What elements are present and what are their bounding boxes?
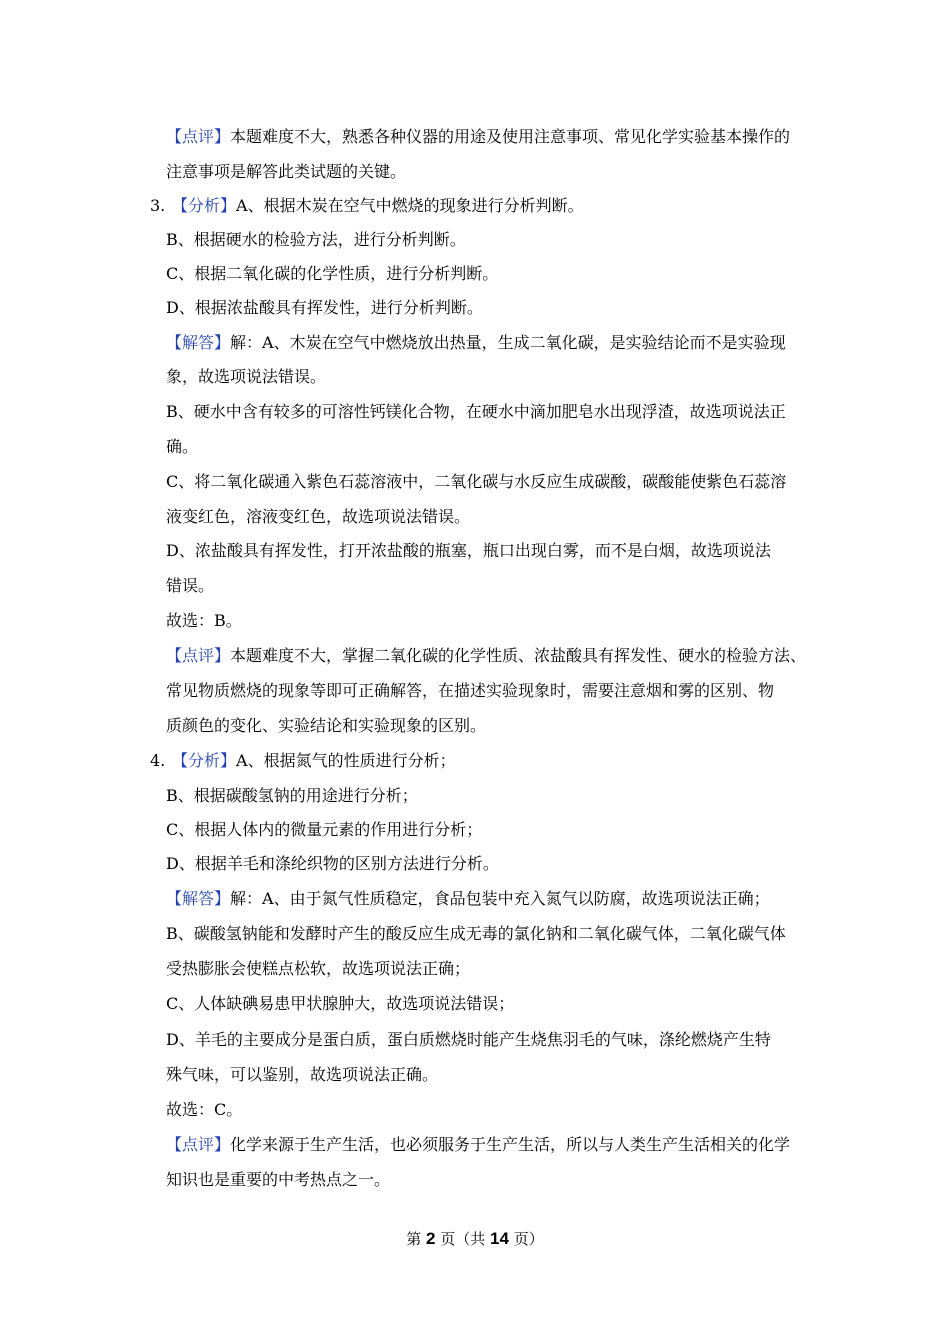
section-tag: 【解答】 [166, 333, 231, 352]
text-line [166, 367, 816, 387]
text-line [166, 611, 816, 631]
text-line [166, 786, 816, 806]
line-text: 常见物质燃烧的现象等即可正确解答，在描述实验现象时，需要注意烟和雾的区别、物 [166, 681, 775, 700]
text-line [166, 162, 816, 182]
text-line [166, 1135, 816, 1155]
line-text: 化学来源于生产生活，也必须服务于生产生活，所以与人类生产生活相关的化学 [230, 1135, 791, 1154]
text-line [166, 646, 816, 666]
section-tag: 【分析】 [172, 751, 237, 770]
text-line [166, 472, 816, 492]
line-text: C、将二氧化碳通入紫色石蕊溶液中，二氧化碳与水反应生成碳酸，碳酸能使紫色石蕊溶 [166, 472, 787, 491]
line-text: 受热膨胀会使糕点松软，故选项说法正确； [166, 959, 471, 978]
line-text: A、根据氮气的性质进行分析； [236, 751, 456, 770]
line-text: 象，故选项说法错误。 [166, 367, 327, 386]
line-text: 故选：B。 [166, 611, 242, 630]
line-text: C、根据人体内的微量元素的作用进行分析； [166, 820, 483, 839]
line-text: 故选：C。 [166, 1100, 243, 1119]
line-text: B、根据硬水的检验方法，进行分析判断。 [166, 230, 466, 249]
footer-prefix: 第 [406, 1230, 427, 1248]
line-text: D、浓盐酸具有挥发性，打开浓盐酸的瓶塞，瓶口出现白雾，而不是白烟，故选项说法 [166, 541, 771, 560]
line-text: 错误。 [166, 576, 215, 595]
line-text: 解：A、由于氮气性质稳定，食品包装中充入氮气以防腐，故选项说法正确； [230, 889, 770, 908]
text-line [166, 1100, 816, 1120]
line-text: 质颜色的变化、实验结论和实验现象的区别。 [166, 716, 487, 735]
text-line [166, 507, 816, 527]
text-line [166, 681, 816, 701]
text-line [166, 1170, 816, 1190]
text-line [150, 751, 822, 771]
text-line [166, 1065, 816, 1085]
line-text: B、根据碳酸氢钠的用途进行分析； [166, 786, 418, 805]
text-line [166, 820, 816, 840]
text-line [166, 959, 816, 979]
section-tag: 【解答】 [166, 889, 231, 908]
total-page-count: 14 [490, 1229, 509, 1248]
line-text: A、根据木炭在空气中燃烧的现象进行分析判断。 [236, 196, 584, 215]
text-line [166, 1030, 816, 1050]
line-text: 知识也是重要的中考热点之一。 [166, 1170, 391, 1189]
text-line [166, 298, 816, 318]
section-tag: 【点评】 [166, 1135, 231, 1154]
line-text: D、羊毛的主要成分是蛋白质，蛋白质燃烧时能产生烧焦羽毛的气味，涤纶燃烧产生特 [166, 1030, 771, 1049]
line-text: C、根据二氧化碳的化学性质，进行分析判断。 [166, 264, 499, 283]
text-line [166, 402, 816, 422]
line-text: 本题难度不大，掌握二氧化碳的化学性质、浓盐酸具有挥发性、硬水的检验方法、 [230, 646, 807, 665]
text-line [166, 889, 816, 909]
text-line [166, 333, 816, 353]
text-line [166, 230, 816, 250]
line-text: 殊气味，可以鉴别，故选项说法正确。 [166, 1065, 439, 1084]
text-line [166, 854, 816, 874]
text-line [166, 994, 816, 1014]
text-line [150, 196, 822, 216]
line-text: 本题难度不大，熟悉各种仪器的用途及使用注意事项、常见化学实验基本操作的 [230, 127, 791, 146]
question-number: 4. [150, 751, 166, 770]
text-line [166, 127, 816, 147]
footer-suffix: 页） [508, 1230, 544, 1248]
text-line [166, 716, 816, 736]
line-text: B、硬水中含有较多的可溶性钙镁化合物，在硬水中滴加肥皂水出现浮渣，故选项说法正 [166, 402, 786, 421]
line-text: C、人体缺碘易患甲状腺肿大，故选项说法错误； [166, 994, 515, 1013]
footer-middle: 页（共 [435, 1230, 491, 1248]
question-number: 3. [150, 196, 166, 215]
line-text: 液变红色，溶液变红色，故选项说法错误。 [166, 507, 471, 526]
line-text: B、碳酸氢钠能和发酵时产生的酸反应生成无毒的氯化钠和二氧化碳气体，二氧化碳气体 [166, 924, 786, 943]
line-text: 解：A、木炭在空气中燃烧放出热量，生成二氧化碳，是实验结论而不是实验现 [230, 333, 786, 352]
line-text: 注意事项是解答此类试题的关键。 [166, 162, 407, 181]
text-line [166, 924, 816, 944]
text-line [166, 437, 816, 457]
line-text: D、根据羊毛和涤纶织物的区别方法进行分析。 [166, 854, 499, 873]
current-page-number: 2 [426, 1229, 436, 1248]
page-footer [0, 1229, 950, 1249]
section-tag: 【点评】 [166, 646, 231, 665]
section-tag: 【分析】 [172, 196, 237, 215]
line-text: D、根据浓盐酸具有挥发性，进行分析判断。 [166, 298, 483, 317]
text-line [166, 541, 816, 561]
section-tag: 【点评】 [166, 127, 231, 146]
line-text: 确。 [166, 437, 199, 456]
text-line [166, 264, 816, 284]
text-line [166, 576, 816, 596]
